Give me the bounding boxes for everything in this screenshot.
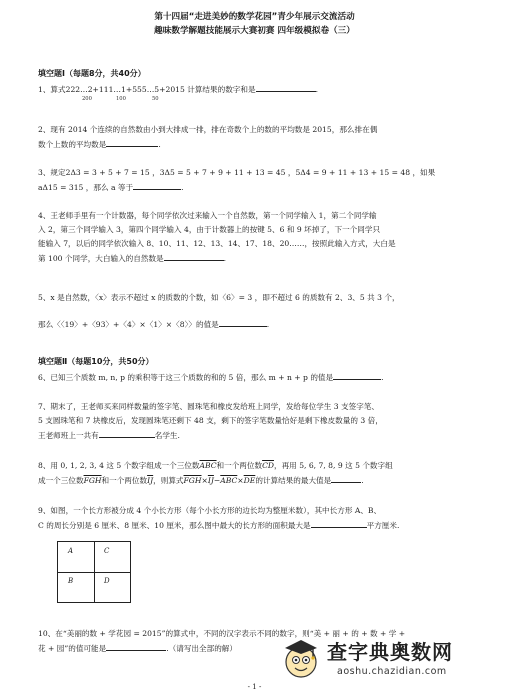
diagram-label-b: B [68, 577, 74, 585]
question-9-line1: 9、如图，一个长方形被分成 4 个小长方形（每个小长方形的边长均为整厘米数），其中长方形 A、B、 [38, 506, 382, 515]
question-8-line2 [38, 474, 478, 486]
q10-answer-blank[interactable] [106, 642, 166, 651]
question-4-line4 [38, 252, 478, 264]
diagram-cell-a [58, 542, 94, 572]
question-3-line1: 3、规定2Δ3 = 3 + 5 + 7 = 15 ，3Δ5 = 5 + 7 + 9 + 11 + 13 = 45 ，5Δ4 = 9 + 11 + 13 + 15 = 48 ，如果 [38, 168, 436, 177]
q8-fgh: $\overline{FGH}$ [83, 476, 102, 485]
question-4-line2: 入 2，第三个同学输入 3，第四个同学输入 4，由于计数器上的按键 5、6 和 9 坏掉了，下一个同学只 [38, 225, 381, 234]
q8-text-f: ，则算式 [153, 476, 184, 485]
diagram-cell-d [94, 572, 130, 602]
q1-end: . [315, 85, 319, 94]
q5-end: . [266, 320, 270, 329]
q5-text: 那么〈〈19〉+〈93〉+〈4〉×〈1〉×〈8〉〉的值是 [38, 320, 219, 329]
q1-suffix: +2015 计算结果的数字和是 [159, 85, 256, 94]
rectangle-diagram [57, 541, 131, 603]
exam-header-line2: 趣味数学解题技能展示大赛初赛 四年级模拟卷（三） [154, 26, 355, 36]
diagram-label-c: C [104, 547, 110, 555]
q1-term2: 111…1 [98, 85, 126, 94]
q8-answer-blank[interactable] [331, 474, 364, 485]
q3-text: aΔ15 = 315 ，那么 a 等于 [38, 183, 134, 192]
diagram-cell-c [94, 542, 130, 572]
question-5-line1: 5、x 是自然数，〈x〉表示不超过 x 的质数的个数，如〈6〉= 3 ，即不超过 6 的质数有 2、3、5 共 3 个， [38, 293, 400, 302]
question-4-line3: 能输入 7，以后的同学依次输入 8、10、11、12、13、14、17、18、20……，按照此输入方式，大白是 [38, 239, 396, 248]
q8-text-c: ，再用 5, 6, 7, 8, 9 这 5 个数字组 [274, 461, 393, 470]
question-4-line1: 4、王老师手里有一个计数器，每个同学依次过来输入一个自然数，第一个同学输入 1，第二个同学输 [38, 211, 377, 220]
q8-text-a: 8、用 0, 1, 2, 3, 4 这 5 个数字组成一个三位数 [38, 461, 200, 470]
q7-suffix: 名学生. [154, 431, 180, 440]
site-watermark [275, 630, 509, 690]
question-6 [38, 371, 478, 383]
mascot-logo-icon [279, 636, 323, 682]
q4-answer-blank[interactable] [164, 252, 227, 263]
question-5-line2 [38, 318, 478, 330]
question-1 [38, 83, 478, 95]
q2-text: 数个上数的平均数是 [38, 140, 107, 149]
q9-text: C 的周长分别是 6 厘米、8 厘米、10 厘米，那么图中最大的长方形的面积最大是 [38, 521, 311, 530]
q9-suffix: 平方厘米. [366, 521, 400, 530]
question-2-line2 [38, 138, 478, 150]
q1-answer-blank[interactable] [256, 83, 319, 94]
q8-expr-ij: $\overline{IJ}$ [207, 476, 214, 485]
diagram-label-a: A [68, 547, 74, 555]
q7-answer-blank[interactable] [99, 429, 155, 438]
q8-text-g: 的计算结果的最大值是 [255, 476, 332, 485]
q6-text: 6、已知三个质数 m, n, p 的乘积等于这三个质数的和的 5 倍，那么 m + n + p 的值是 [38, 373, 334, 382]
q3-end: . [181, 183, 184, 192]
diagram-cell-b [58, 572, 94, 602]
watermark-url: aoshu.chazidian.com [337, 666, 447, 677]
q8-expr-abc: $\overline{ABC}$ [220, 476, 238, 485]
q8-cd: $\overline{CD}$ [262, 461, 274, 470]
q8-text-e: 和一个两位数 [101, 476, 148, 485]
question-3-line2 [38, 181, 478, 193]
q2-end: . [158, 140, 161, 149]
q1-term1: 222…2 [65, 85, 93, 94]
section-1-title: 填空题Ⅰ（每题8分，共40分） [38, 69, 146, 78]
question-2-line1: 2、现有 2014 个连续的自然数由小到大排成一排，排在奇数个上的数的平均数是 2015，那么排在偶 [38, 125, 378, 134]
q1-brace-count-1: 200 [82, 96, 92, 102]
q8-end: . [361, 476, 364, 485]
page-number: - 1 - [247, 683, 262, 691]
q9-answer-blank[interactable] [311, 519, 367, 528]
q1-term3: 555…5 [132, 85, 160, 94]
q5-answer-blank[interactable] [219, 318, 270, 329]
section-2-title: 填空题Ⅱ（每题10分，共50分） [38, 357, 154, 366]
question-7-line1: 7、期末了，王老师买来同样数量的签字笔、圆珠笔和橡皮发给班上同学，发给每位学生 3 支签字笔、 [38, 402, 380, 411]
q8-expr-op2: − [213, 476, 221, 485]
watermark-title: 查字典奥数网 [327, 640, 453, 664]
question-8-line1 [38, 460, 478, 471]
q8-text-b: 和一个两位数 [216, 461, 263, 470]
q4-text: 第 100 个同学，大白输入的自然数是 [38, 254, 164, 263]
q4-end: . [223, 254, 227, 263]
question-7-line2: 5 支圆珠笔和 7 块橡皮后，发现圆珠笔还剩下 48 支，剩下的签字笔数量恰好是剩下橡皮数量的 3 倍， [38, 416, 383, 425]
q6-answer-blank[interactable] [333, 371, 384, 382]
q8-abc: $\overline{ABC}$ [199, 461, 217, 470]
q10-suffix: .（请写出全部的解） [166, 644, 237, 653]
q3-answer-blank[interactable] [133, 181, 184, 192]
q8-ij: $\overline{IJ}$ [147, 476, 154, 485]
q1-plus1: + [92, 85, 99, 94]
q1-brace-count-2: 100 [116, 96, 126, 102]
q8-text-d: 成一个三位数 [38, 476, 84, 485]
q6-end: . [381, 373, 384, 382]
diagram-label-d: D [104, 577, 110, 585]
question-9-line2 [38, 519, 478, 531]
exam-header-line1: 第十四届“走进美妙的数学花园”青少年展示交流活动 [154, 12, 355, 22]
q8-expr-op3: × [237, 476, 244, 485]
q8-expr-fgh: $\overline{FGH}$ [183, 476, 202, 485]
q1-prefix: 1、算式 [38, 85, 66, 94]
q1-brace-count-3: 50 [152, 96, 159, 102]
q2-answer-blank[interactable] [106, 138, 161, 149]
q1-plus2: + [125, 85, 133, 94]
q8-expr-op1: × [201, 476, 208, 485]
q7-text: 王老师班上一共有 [38, 431, 99, 440]
question-10-line1: 10、在“美丽的数 + 学花园 = 2015”的算式中，不同的汉字表示不同的数字，则“美 + 丽 + 的 + 数 + 学 + [38, 629, 406, 638]
q8-expr-de: $\overline{DE}$ [243, 476, 256, 485]
q10-text: 花 + 园”的值可能是 [38, 644, 107, 653]
question-7-line3 [38, 429, 478, 441]
